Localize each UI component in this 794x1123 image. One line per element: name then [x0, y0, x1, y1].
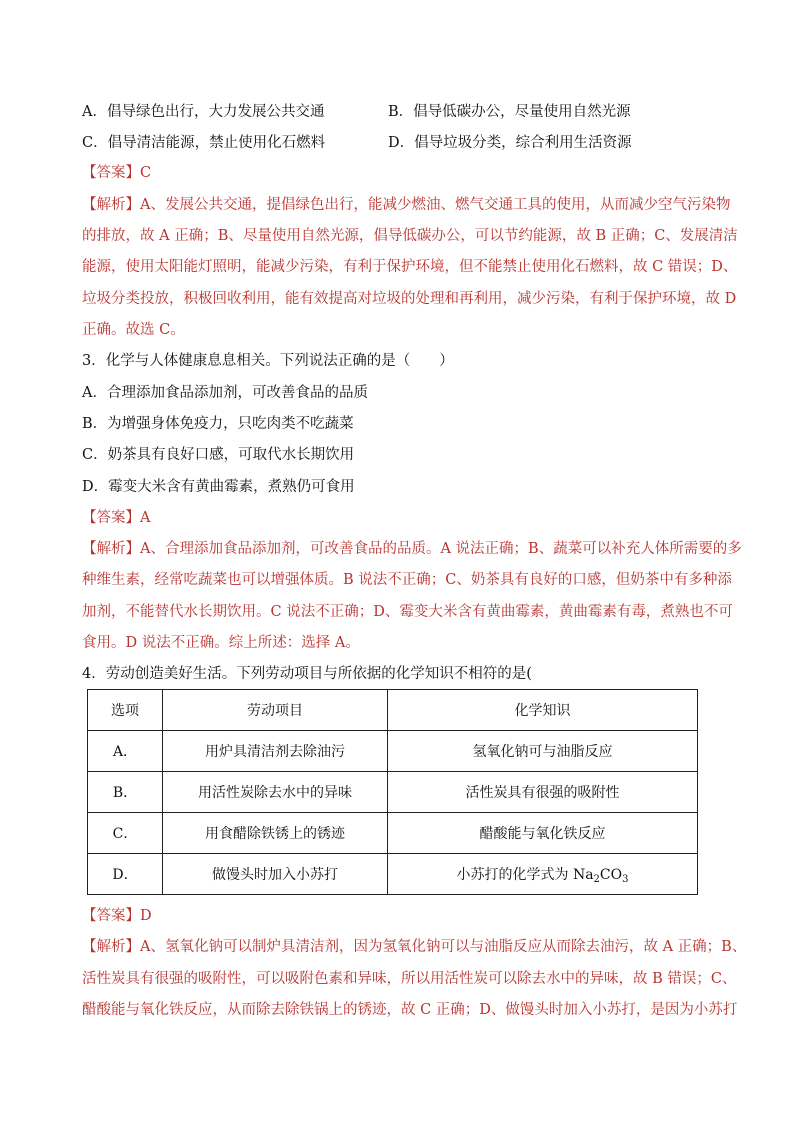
table-cell: 用炉具清洁剂去除油污 [163, 731, 388, 772]
q3-analysis-line: 【解析】A、合理添加食品添加剂，可改善食品的品质。A 说法正确；B、蔬菜可以补充人体所需要的多 [82, 541, 742, 557]
table-header-cell: 选项 [88, 690, 163, 731]
q2-option-a: A．倡导绿色出行，大力发展公共交通 [82, 104, 325, 120]
q2-answer: 【答案】C [82, 165, 152, 181]
q4-analysis-line: 【解析】A、氢氧化钠可以制炉具清洁剂，因为氢氧化钠可以与油脂反应从而除去油污，故 A 正确；B、 [82, 939, 747, 955]
q2-analysis-line: 能源，使用太阳能灯照明，能减少污染，有利于保护环境，但不能禁止使用化石燃料，故 C 错误；D、 [82, 259, 738, 275]
q2-analysis-line: 的排放，故 A 正确；B、尽量使用自然光源，倡导低碳办公，可以节约能源，故 B 正确；C、发展清洁 [82, 228, 738, 244]
table-cell: B． [88, 772, 163, 813]
q4-answer: 【答案】D [82, 908, 152, 924]
formula-text: CO [599, 866, 623, 883]
q4-table [87, 689, 698, 895]
q3-option-d: D．霉变大米含有黄曲霉素，煮熟仍可食用 [82, 479, 355, 495]
table-cell: 做馒头时加入小苏打 [163, 854, 388, 895]
table-header-row [88, 690, 698, 731]
q3-option-b: B．为增强身体免疫力，只吃肉类不吃蔬菜 [82, 416, 354, 432]
table-cell: 醋酸能与氧化铁反应 [388, 813, 698, 854]
table-cell: 活性炭具有很强的吸附性 [388, 772, 698, 813]
q2-analysis-line: 正确。故选 C。 [82, 322, 185, 338]
q3-analysis-line: 种维生素，经常吃蔬菜也可以增强体质。B 说法不正确；C、奶茶具有良好的口感，但奶茶中有多种添 [82, 572, 732, 588]
table-row [88, 772, 698, 813]
table-row [88, 731, 698, 772]
table-row [88, 813, 698, 854]
table-row [88, 854, 698, 895]
table-cell: 用食醋除铁锈上的锈迹 [163, 813, 388, 854]
q3-option-c: C．奶茶具有良好口感，可取代水长期饮用 [82, 447, 355, 463]
table-cell: A． [88, 731, 163, 772]
table-header-cell: 化学知识 [388, 690, 698, 731]
q2-analysis-line: 垃圾分类投放，积极回收利用，能有效提高对垃圾的处理和再利用，减少污染，有利于保护环境，故 D [82, 291, 737, 307]
table-cell: D． [88, 854, 163, 895]
q4-stem: 4．劳动创造美好生活。下列劳动项目与所依据的化学知识不相符的是( [82, 666, 532, 682]
q4-analysis-line: 醋酸能与氧化铁反应，从而除去除铁锅上的锈迹，故 C 正确；D、做馒头时加入小苏打，是因为小苏打 [82, 1002, 738, 1018]
q3-answer: 【答案】A [82, 510, 151, 526]
q2-option-c: C．倡导清洁能源，禁止使用化石燃料 [82, 135, 326, 151]
q4-analysis-line: 活性炭具有很强的吸附性，可以吸附色素和异味，所以用活性炭可以除去水中的异味，故 B 错误；C、 [82, 971, 737, 987]
table-cell: 用活性炭除去水中的异味 [163, 772, 388, 813]
q3-analysis-line: 食用。D 说法不正确。综上所述：选择 A。 [82, 635, 360, 651]
q2-analysis-line: 【解析】A、发展公共交通，提倡绿色出行，能减少燃油、燃气交通工具的使用，从而减少空气污染物 [82, 197, 731, 213]
table-header-cell: 劳动项目 [163, 690, 388, 731]
q2-option-b: B．倡导低碳办公，尽量使用自然光源 [388, 104, 631, 120]
table-cell: 氢氧化钠可与油脂反应 [388, 731, 698, 772]
formula-text: 小苏打的化学式为 Na [456, 866, 594, 883]
q3-option-a: A．合理添加食品添加剂，可改善食品的品质 [82, 385, 368, 401]
table-cell-formula [388, 854, 698, 895]
q3-analysis-line: 加剂，不能替代水长期饮用。C 说法不正确；D、霉变大米含有黄曲霉素，黄曲霉素有毒，煮熟也不可 [82, 604, 733, 620]
table-cell: C． [88, 813, 163, 854]
q3-stem: 3．化学与人体健康息息相关。下列说法正确的是（ ） [82, 353, 454, 369]
formula-subscript: 3 [622, 873, 629, 885]
q2-option-d: D．倡导垃圾分类，综合利用生活资源 [388, 135, 632, 151]
formula-subscript: 2 [593, 873, 600, 885]
